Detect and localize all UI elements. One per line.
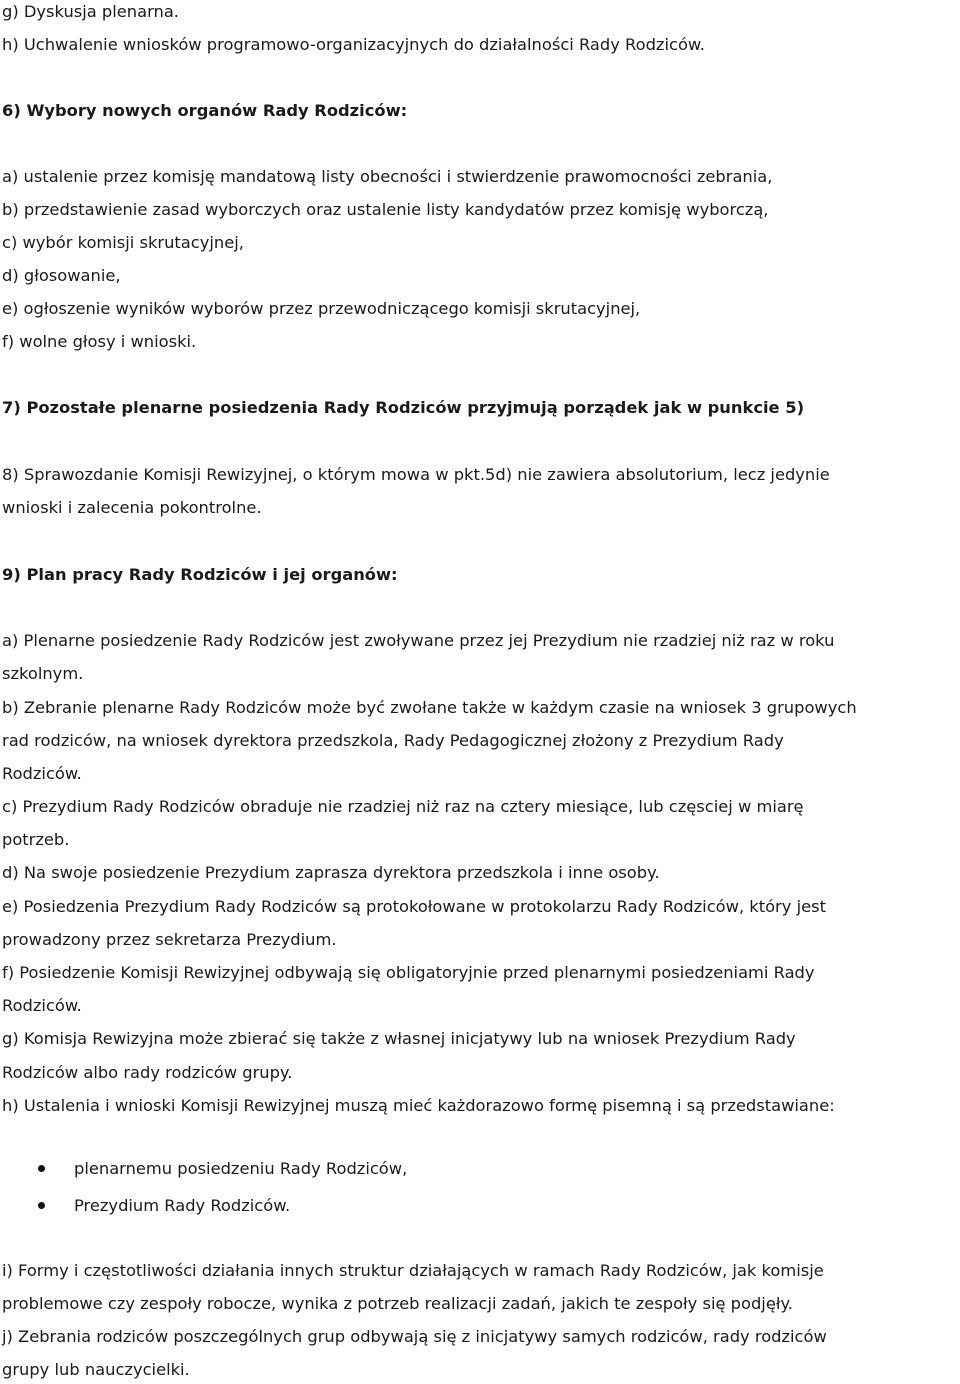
- item-9c-line-2: potrzeb.: [2, 830, 70, 849]
- item-9f-line-2: Rodziców.: [2, 996, 82, 1015]
- section-7-heading: 7) Pozostałe plenarne posiedzenia Rady Rodziców przyjmują porządek jak w punkcie 5): [2, 398, 805, 417]
- section-9-heading: 9) Plan pracy Rady Rodziców i jej organów:: [2, 565, 398, 584]
- item-9h-line-1: h) Ustalenia i wnioski Komisji Rewizyjnej muszą mieć każdorazowo formę pisemną i są przedstawiane:: [2, 1096, 835, 1115]
- item-6d: d) głosowanie,: [2, 266, 121, 285]
- item-6a: a) ustalenie przez komisję mandatową listy obecności i stwierdzenie prawomocności zebrania,: [2, 167, 773, 186]
- item-9b-line-1: b) Zebranie plenarne Rady Rodziców może być zwołane także w każdym czasie na wniosek 3 grupowych: [2, 698, 857, 717]
- item-6c: c) wybór komisji skrutacyjnej,: [2, 233, 244, 252]
- item-9f-line-1: f) Posiedzenie Komisji Rewizyjnej odbywają się obligatoryjnie przed plenarnymi posiedzeniami Rady: [2, 963, 815, 982]
- item-6f: f) wolne głosy i wnioski.: [2, 332, 197, 351]
- item-9g-line-2: Rodziców albo rady rodziców grupy.: [2, 1063, 293, 1082]
- section-8-line-2: wnioski i zalecenia pokontrolne.: [2, 498, 262, 517]
- bullet-icon: [38, 1165, 45, 1172]
- item-9b-line-3: Rodziców.: [2, 764, 82, 783]
- item-9a-line-1: a) Plenarne posiedzenie Rady Rodziców jest zwoływane przez jej Prezydium nie rzadziej niż raz w roku: [2, 631, 835, 650]
- section-6-heading: 6) Wybory nowych organów Rady Rodziców:: [2, 101, 408, 120]
- item-9i-line-2: problemowe czy zespoły robocze, wynika z potrzeb realizacji zadań, jakich te zespoły się podjęły.: [2, 1294, 793, 1313]
- list-item-label: plenarnemu posiedzeniu Rady Rodziców,: [74, 1159, 408, 1178]
- item-9c-line-1: c) Prezydium Rady Rodziców obraduje nie rzadziej niż raz na cztery miesiące, lub częsciej w miarę: [2, 797, 804, 816]
- list-item-label: Prezydium Rady Rodziców.: [74, 1196, 291, 1215]
- item-6e: e) ogłoszenie wyników wyborów przez przewodniczącego komisji skrutacyjnej,: [2, 299, 641, 318]
- item-9j-line-1: j) Zebrania rodziców poszczególnych grup odbywają się z inicjatywy samych rodziców, rady rodziców: [2, 1327, 827, 1346]
- item-9j-line-2: grupy lub nauczycielki.: [2, 1360, 190, 1379]
- item-5g: g) Dyskusja plenarna.: [2, 2, 179, 21]
- bullet-icon: [38, 1202, 45, 1209]
- item-9i-line-1: i) Formy i częstotliwości działania innych struktur działających w ramach Rady Rodziców, jak komisje: [2, 1261, 824, 1280]
- item-9b-line-2: rad rodziców, na wniosek dyrektora przedszkola, Rady Pedagogicznej złożony z Prezydium Rady: [2, 731, 784, 750]
- item-9e-line-1: e) Posiedzenia Prezydium Rady Rodziców są protokołowane w protokolarzu Rady Rodziców, który jest: [2, 897, 826, 916]
- item-5h: h) Uchwalenie wniosków programowo-organizacyjnych do działalności Rady Rodziców.: [2, 35, 705, 54]
- item-9g-line-1: g) Komisja Rewizyjna może zbierać się także z własnej inicjatywy lub na wniosek Prezydium Rady: [2, 1029, 796, 1048]
- item-9a-line-2: szkolnym.: [2, 664, 84, 683]
- item-9d-line-1: d) Na swoje posiedzenie Prezydium zaprasza dyrektora przedszkola i inne osoby.: [2, 863, 660, 882]
- item-6b: b) przedstawienie zasad wyborczych oraz ustalenie listy kandydatów przez komisję wyborczą,: [2, 200, 769, 219]
- item-9e-line-2: prowadzony przez sekretarza Prezydium.: [2, 930, 337, 949]
- section-8-line-1: 8) Sprawozdanie Komisji Rewizyjnej, o którym mowa w pkt.5d) nie zawiera absolutorium, lecz jedynie: [2, 465, 830, 484]
